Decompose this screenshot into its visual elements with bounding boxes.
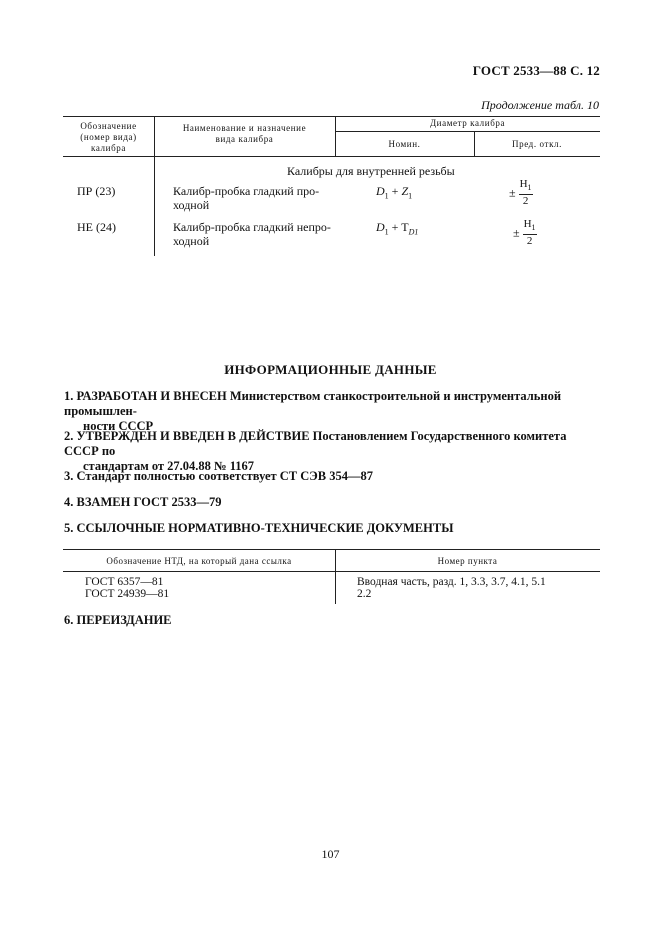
info-section-title: ИНФОРМАЦИОННЫЕ ДАННЫЕ [224,362,437,377]
ref-row-item: Вводная часть, разд. 1, 3.3, 3.7, 4.1, 5.1 [357,576,546,588]
calibre-table [63,116,600,256]
info-item-2: 2. УТВЕРЖДЕН И ВВЕДЕН В ДЕЙСТВИЕ Постановлением Государственного комитета СССР по стандартам от 27.04.88 № 1167 [64,429,567,473]
ref-col-header-doc: Обозначение НТД, на который дана ссылка [106,556,292,566]
info-item-1: 1. РАЗРАБОТАН И ВНЕСЕН Министерством станкостроительной и инструментальной промышлен- ности СССР [64,389,562,433]
table-header-bottom-rule [63,156,600,157]
col-header-nominal: Номин. [388,139,421,149]
table-continuation-label: Продолжение табл. 10 [481,98,599,112]
ref-row-doc: ГОСТ 24939—81 [85,588,170,600]
table-top-rule [63,116,600,117]
col-header-name: Наименование и назначение вида калибра [182,123,307,144]
table-section-label: Калибры для внутренней резьбы [287,164,455,178]
row2-name: Калибр-пробка гладкий непро- ходной [173,220,331,248]
col-header-diameter: Диаметр калибра [429,118,506,128]
row1-nominal: $D_1 + Z_1$ [376,184,413,201]
col-header-designation: Обозначение (номер вида) калибра [80,121,137,153]
page-number: 107 [321,847,340,861]
col-header-deviation: Пред. откл. [512,139,562,149]
row2-deviation-fraction: $\frac{H_1}{2}$ [523,218,536,248]
ref-row-item: 2.2 [357,588,372,600]
info-item-4: 4. ВЗАМЕН ГОСТ 2533—79 [64,495,222,509]
row1-deviation-fraction: $\frac{H_1}{2}$ [519,178,532,208]
ref-col-header-item: Номер пункта [437,556,498,566]
reference-documents-table [63,549,600,604]
info-item-3: 3. Стандарт полностью соответствует СТ СЭВ 354—87 [64,469,373,483]
document-header-title: ГОСТ 2533—88 С. 12 [472,63,600,78]
ref-table-header-rule [63,571,600,572]
row1-deviation: ± $\frac{H_1}{2}$ [509,178,532,208]
row2-nominal: $D_1 + T_{D1}$ [376,220,419,237]
info-item-5: 5. ССЫЛОЧНЫЕ НОРМАТИВНО-ТЕХНИЧЕСКИЕ ДОКУМЕНТЫ [64,521,454,535]
row2-deviation: ± $\frac{H_1}{2}$ [513,218,536,248]
row1-name: Калибр-пробка гладкий про- ходной [173,184,320,212]
ref-row-doc: ГОСТ 6357—81 [85,576,164,588]
info-item-6: 6. ПЕРЕИЗДАНИЕ [64,613,172,627]
diameter-subheader-rule [335,131,600,132]
ref-table-top-rule [63,549,600,550]
row2-designation: НЕ (24) [77,220,116,234]
row1-designation: ПР (23) [77,184,116,198]
